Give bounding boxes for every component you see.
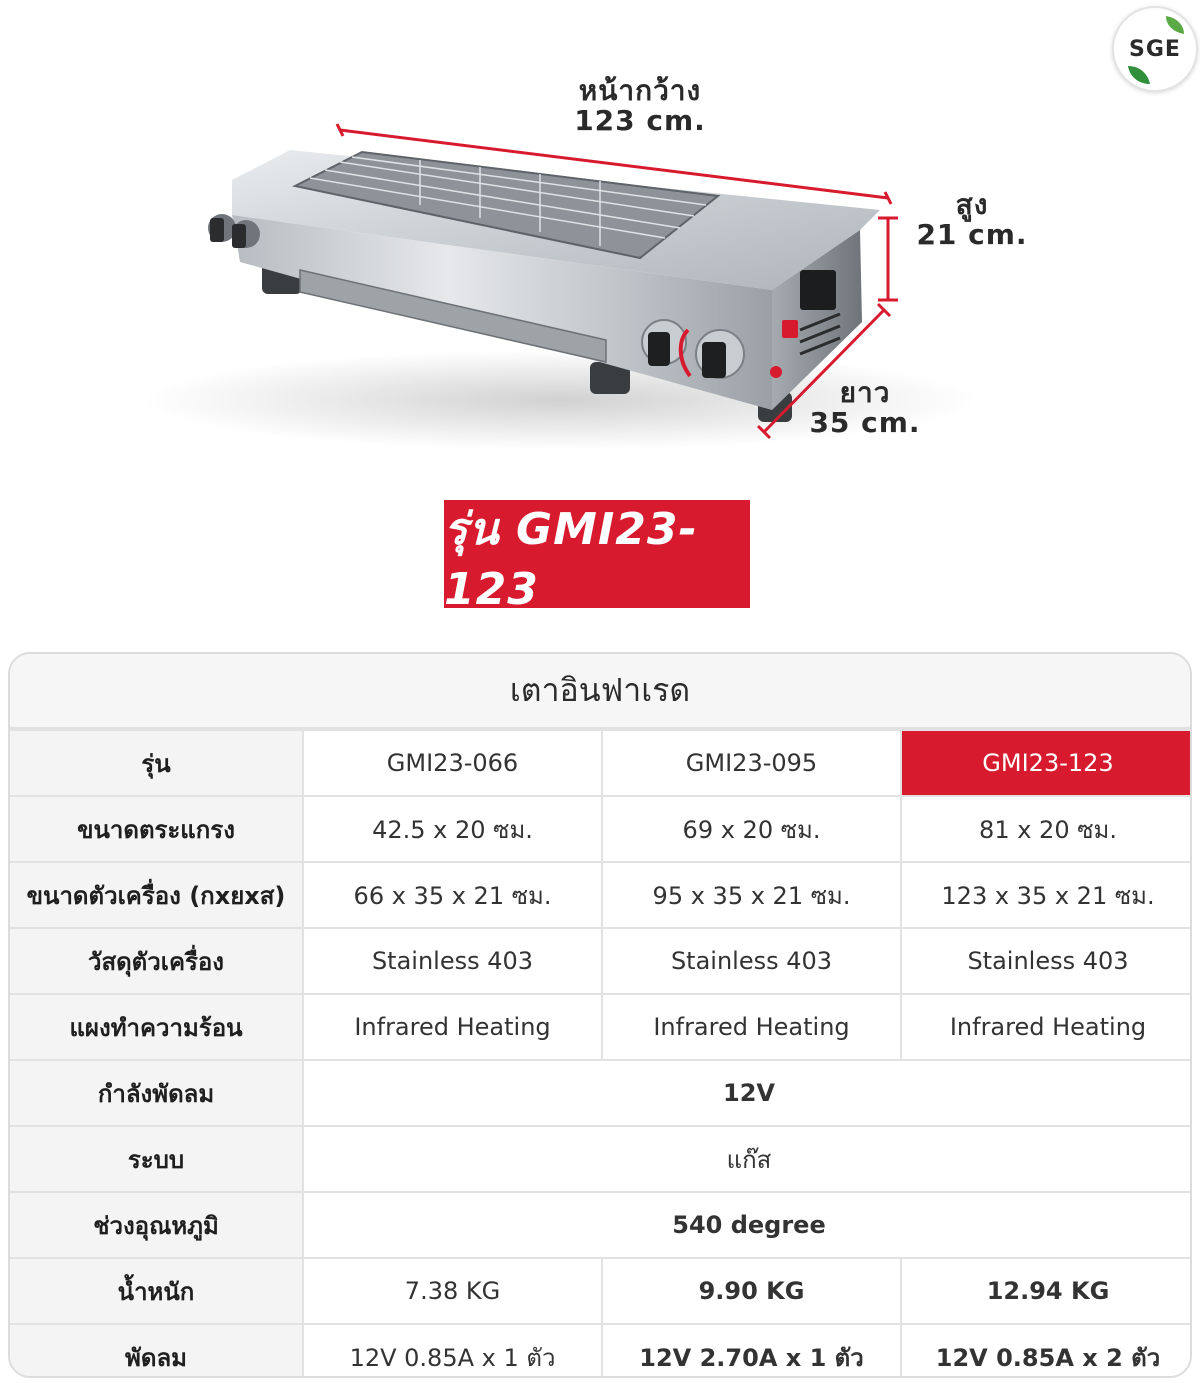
spec-title: เตาอินฟาเรด [10,654,1190,729]
logo-text: SGE [1129,36,1181,62]
header-label: รุ่น [9,730,303,796]
spec-table-card [8,652,1192,1378]
row-label: น้ำหนัก [9,1258,303,1324]
cell-value: 42.5 x 20 ซม. [303,796,602,862]
table-row [9,994,1192,1060]
cell-value: 12V 0.85A x 1 ตัว [303,1324,602,1378]
cell-value: 81 x 20 ซม. [901,796,1192,862]
table-row [9,862,1192,928]
row-label: แผงทำความร้อน [9,994,303,1060]
cell-value: 9.90 KG [602,1258,901,1324]
gas-inlet-icon [770,366,782,378]
cell-value: 66 x 35 x 21 ซม. [303,862,602,928]
cell-value: 95 x 35 x 21 ซม. [602,862,901,928]
knob-icon [648,332,670,366]
merged-cell-value: 540 degree [303,1192,1192,1258]
cell-value: Stainless 403 [901,928,1192,994]
row-label: วัสดุตัวเครื่อง [9,928,303,994]
cell-value: 12V 0.85A x 2 ตัว [901,1324,1192,1378]
height-value: 21 cm. [916,218,1028,251]
model-column-header: GMI23-095 [602,730,901,796]
cell-value: 12V 2.70A x 1 ตัว [602,1324,901,1378]
depth-label: ยาว [839,376,891,409]
width-label-group [560,76,720,136]
table-row [9,928,1192,994]
table-row [9,1258,1192,1324]
height-label-group [912,190,1032,250]
row-label: ช่วงอุณหภูมิ [9,1192,303,1258]
table-row [9,796,1192,862]
depth-label-group [800,378,930,438]
row-label: ขนาดตระแกรง [9,796,303,862]
table-row [9,1060,1192,1126]
table-row-header [9,730,1192,796]
table-row [9,1192,1192,1258]
cell-value: Stainless 403 [303,928,602,994]
model-column-header-highlighted: GMI23-123 [901,730,1192,796]
knob-icon [232,224,246,248]
cell-value: Infrared Heating [303,994,602,1060]
cell-value: 69 x 20 ซม. [602,796,901,862]
width-value: 123 cm. [574,104,706,137]
row-label: ระบบ [9,1126,303,1192]
merged-cell-value: แก๊ส [303,1126,1192,1192]
knob-icon [702,342,726,378]
spec-table [8,729,1192,1378]
cell-value: Stainless 403 [602,928,901,994]
cell-value: Infrared Heating [901,994,1192,1060]
knob-icon [210,218,224,242]
model-column-header: GMI23-066 [303,730,602,796]
cell-value: Infrared Heating [602,994,901,1060]
row-label: กำลังพัดลม [9,1060,303,1126]
merged-cell-value: 12V [303,1060,1192,1126]
product-illustration [0,0,1200,480]
model-banner: รุ่น GMI23-123 [444,500,750,608]
fan-vent [800,270,836,310]
width-label: หน้ากว้าง [578,74,702,107]
cell-value: 7.38 KG [303,1258,602,1324]
row-label: ขนาดตัวเครื่อง (กxยxส) [9,862,303,928]
depth-value: 35 cm. [809,406,921,439]
power-switch-icon [782,320,798,338]
table-row [9,1126,1192,1192]
cell-value: 12.94 KG [901,1258,1192,1324]
row-label: พัดลม [9,1324,303,1378]
cell-value: 123 x 35 x 21 ซม. [901,862,1192,928]
table-row [9,1324,1192,1378]
height-label: สูง [955,188,989,221]
